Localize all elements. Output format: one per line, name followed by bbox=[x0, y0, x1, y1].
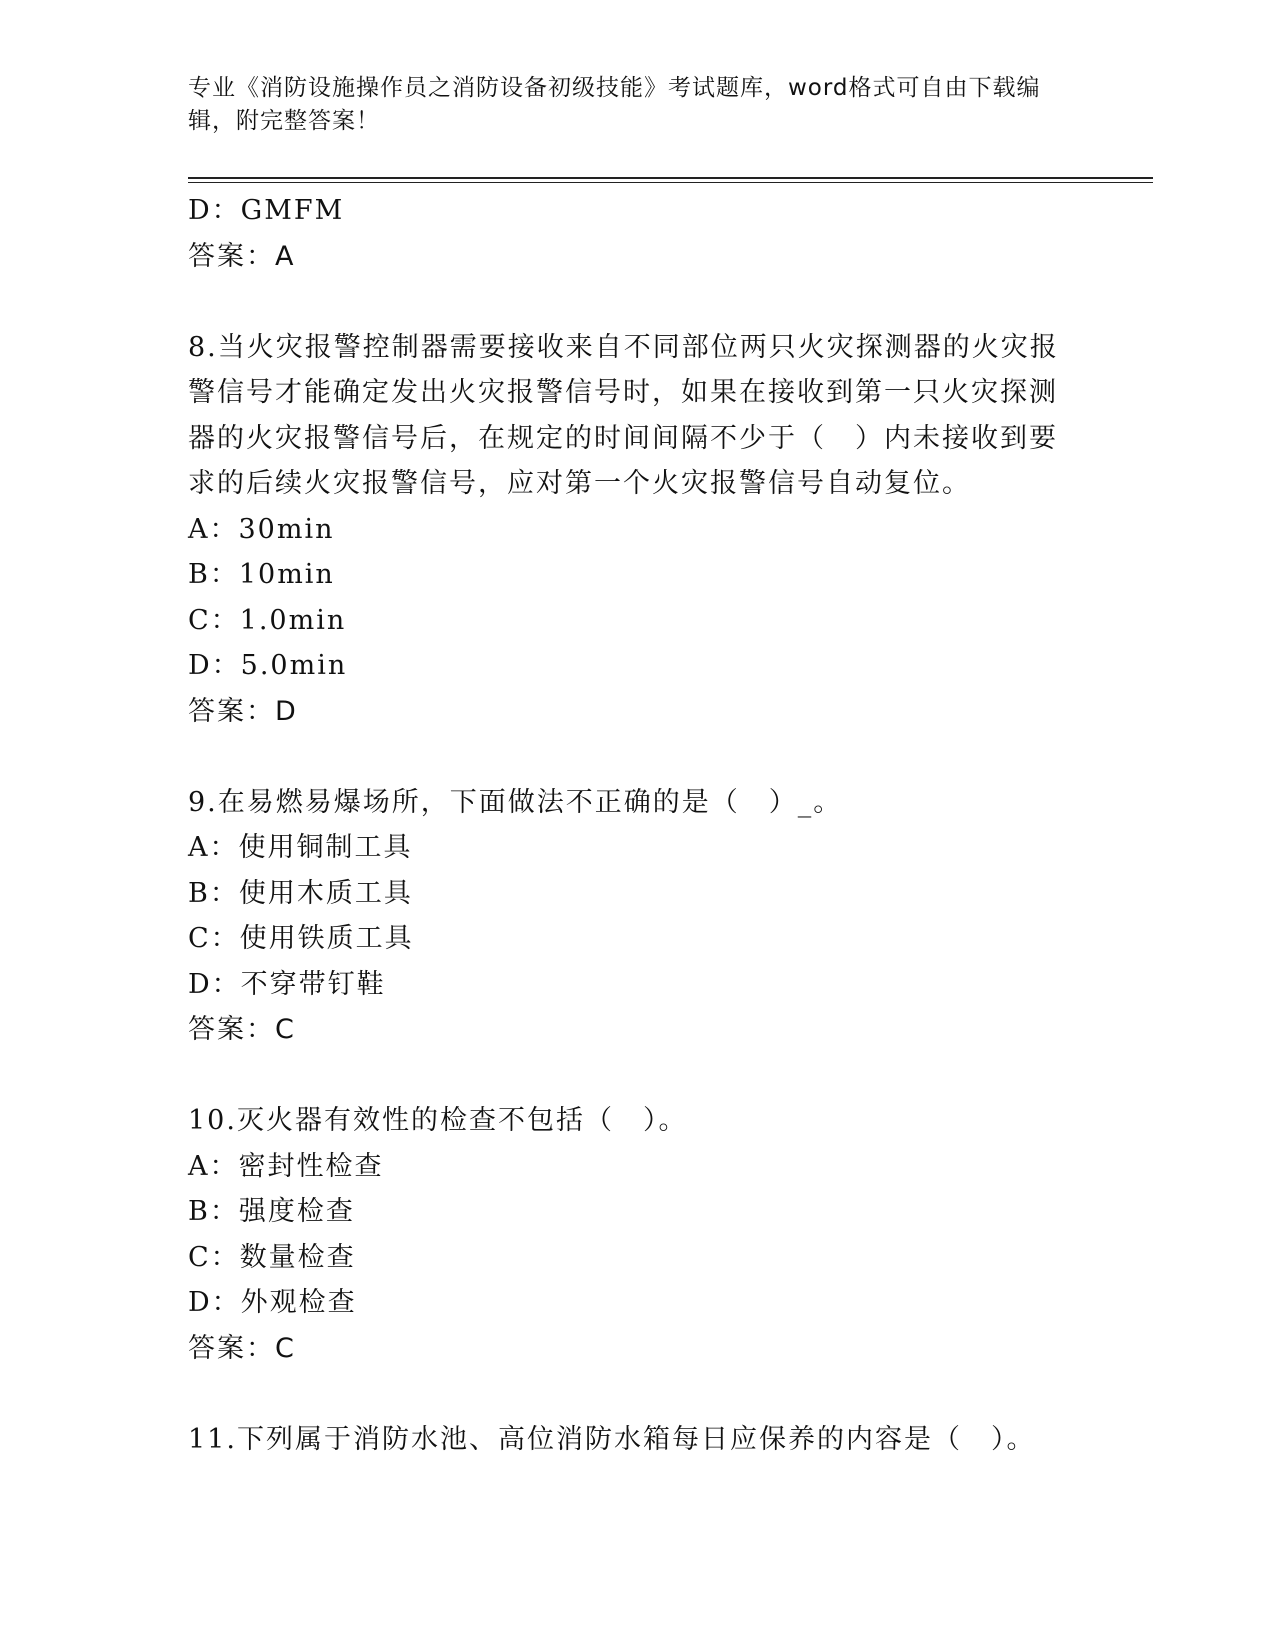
question-8-line-1: 8.当火灾报警控制器需要接收来自不同部位两只火灾探测器的火灾报 bbox=[188, 331, 1059, 363]
question-10-option-d: D：外观检查 bbox=[188, 1287, 357, 1318]
question-8-option-a: A：30min bbox=[188, 513, 335, 545]
question-10-answer: 答案：C bbox=[188, 1332, 296, 1364]
question-9-answer: 答案：C bbox=[188, 1014, 296, 1045]
prev-option-d: D：GMFM bbox=[188, 195, 345, 226]
question-11 bbox=[188, 1417, 1088, 1463]
question-content bbox=[188, 188, 1088, 1462]
prev-answer: 答案：A bbox=[188, 240, 296, 272]
header-line-1: 专业《消防设施操作员之消防设备初级技能》考试题库，word格式可自由下载编 bbox=[188, 75, 1041, 101]
header-line-2: 辑，附完整答案！ bbox=[188, 108, 380, 134]
question-10-option-b: B：强度检查 bbox=[188, 1196, 355, 1227]
question-9-option-d: D：不穿带钉鞋 bbox=[188, 968, 386, 1000]
question-8-option-c: C：1.0min bbox=[188, 604, 347, 636]
question-11-line-1: 11.下列属于消防水池、高位消防水箱每日应保养的内容是（ ）。 bbox=[188, 1423, 1036, 1455]
question-10-option-a: A：密封性检查 bbox=[188, 1150, 384, 1182]
question-10 bbox=[188, 1098, 1088, 1371]
spacer bbox=[188, 734, 1088, 780]
header-rule-thick bbox=[188, 177, 1153, 179]
question-9-option-b: B：使用木质工具 bbox=[188, 877, 413, 909]
question-10-line-1: 10.灭火器有效性的检查不包括（ ）。 bbox=[188, 1105, 688, 1136]
question-8-option-d: D：5.0min bbox=[188, 650, 348, 681]
spacer bbox=[188, 1053, 1088, 1099]
question-9-option-c: C：使用铁质工具 bbox=[188, 923, 414, 954]
question-8-line-2: 警信号才能确定发出火灾报警信号时，如果在接收到第一只火灾探测 bbox=[188, 377, 1058, 408]
question-9 bbox=[188, 780, 1088, 1053]
spacer bbox=[188, 1371, 1088, 1417]
question-8 bbox=[188, 325, 1088, 735]
page-header bbox=[188, 72, 1068, 138]
question-8-line-4: 求的后续火灾报警信号，应对第一个火灾报警信号自动复位。 bbox=[188, 468, 971, 499]
spacer bbox=[188, 279, 1088, 325]
question-9-line-1: 9.在易燃易爆场所，下面做法不正确的是（ ）_。 bbox=[188, 786, 843, 818]
question-8-option-b: B：10min bbox=[188, 559, 335, 590]
header-rule-thin bbox=[188, 182, 1153, 183]
question-10-option-c: C：数量检查 bbox=[188, 1241, 356, 1273]
question-8-line-3: 器的火灾报警信号后，在规定的时间间隔不少于（ ）内未接收到要 bbox=[188, 422, 1058, 454]
question-9-option-a: A：使用铜制工具 bbox=[188, 832, 413, 863]
question-8-answer: 答案：D bbox=[188, 695, 298, 727]
